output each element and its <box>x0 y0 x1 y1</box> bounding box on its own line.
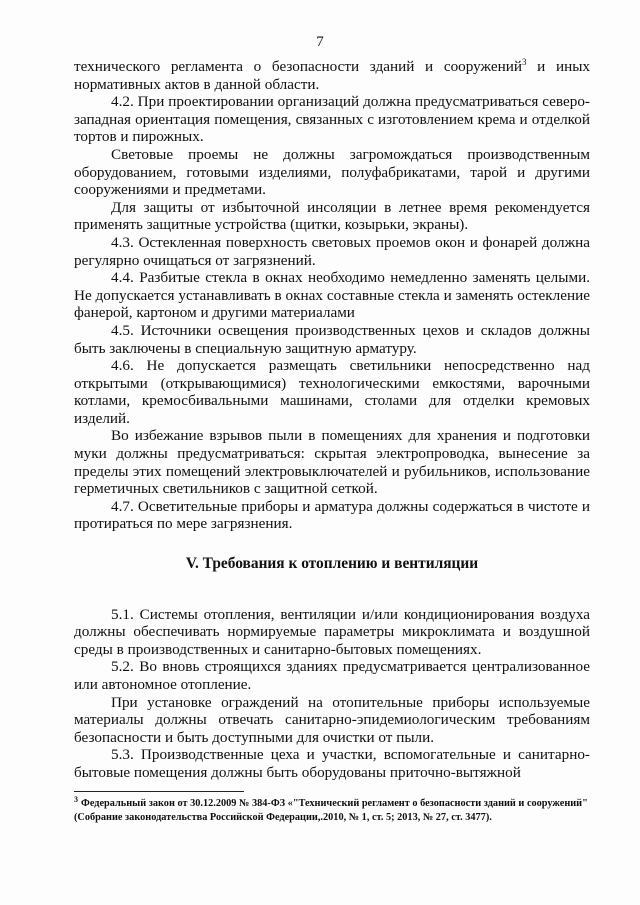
footnote-reference: 3 <box>521 56 527 67</box>
paragraph-4-3: 4.3. Остекленная поверхность световых проемов окон и фонарей должна регулярно очищаться от загрязнений. <box>74 233 590 269</box>
document-body <box>74 58 590 782</box>
paragraph-text-end: и иных нормативных актов в данной области. <box>74 58 590 93</box>
paragraph-5-1: 5.1. Системы отопления, вентиляции и/или кондиционирования воздуха должны обеспечивать нормируемые параметры микроклимата и воздушной среды в производственных и санитарно-бытовых помещениях. <box>74 605 590 658</box>
paragraph-4-4: 4.4. Разбитые стекла в окнах необходимо немедленно заменять целыми. Не допускается устанавливать в окнах составные стекла и заменять остекление фанерой, картоном и другими материалами <box>74 269 590 322</box>
paragraph-light-openings: Световые проемы не должны загромождаться производственным оборудованием, готовыми изделиями, полуфабрикатами, тарой и другими сооружениями и предметами. <box>74 145 590 199</box>
paragraph-heating-guards: При установке ограждений на отопительные приборы используемые материалы должны отвечать санитарно-эпидемиологическим требованиям безопасности и быть доступными для очистки от пыли. <box>74 693 590 746</box>
footnote <box>74 794 590 825</box>
paragraph-text: технического регламента о безопасности зданий и сооружений <box>74 58 522 75</box>
paragraph-4-5: 4.5. Источники освещения производственных цехов и складов должны быть заключены в специальную защитную арматуру. <box>74 321 590 357</box>
footnote-divider <box>74 791 244 792</box>
paragraph-4-7: 4.7. Осветительные приборы и арматура должны содержаться в чистоте и протираться по мере загрязнения. <box>74 497 590 533</box>
footnote-mark: 3 <box>74 794 78 804</box>
paragraph-4-2: 4.2. При проектировании организаций должна предусматриваться северо-западная ориентация помещения, связанных с изготовлением крема и отделкой тортов и пирожных. <box>74 93 590 146</box>
footnote-text: Федеральный закон от 30.12.2009 № 384-ФЗ «"Технический регламент о безопасности зданий и сооружений" (Собрание законодательства Российской Федерации,.2010, № 1, ст. 5; 2013, № 27, ст. 3477). <box>74 798 588 823</box>
page-number: 7 <box>316 34 324 50</box>
paragraph-5-2: 5.2. Во вновь строящихся зданиях предусматривается централизованное или автономное отопление. <box>74 658 590 693</box>
paragraph-continuation <box>74 58 590 93</box>
paragraph-insolation: Для защиты от избыточной инсоляции в летнее время рекомендуется применять защитные устройства (щитки, козырьки, экраны). <box>74 198 590 234</box>
paragraph-dust-explosion: Во избежание взрывов пыли в помещениях для хранения и подготовки муки должны предусматриваться: скрытая электропроводка, вынесение за пределы этих помещений электровыключателей и рубильников, использование герметичных светильников с защитной сеткой. <box>74 427 590 498</box>
paragraph-4-6: 4.6. Не допускается размещать светильники непосредственно над открытыми (открывающимися) технологическими емкостями, варочными котлами, кремосбивальными машинами, столами для отделки кремовых изделий. <box>74 357 590 427</box>
paragraph-5-3: 5.3. Производственные цеха и участки, вспомогательные и санитарно-бытовые помещения должны быть оборудованы приточно-вытяжной <box>74 746 590 781</box>
section-heading: V. Требования к отоплению и вентиляции <box>185 555 479 573</box>
